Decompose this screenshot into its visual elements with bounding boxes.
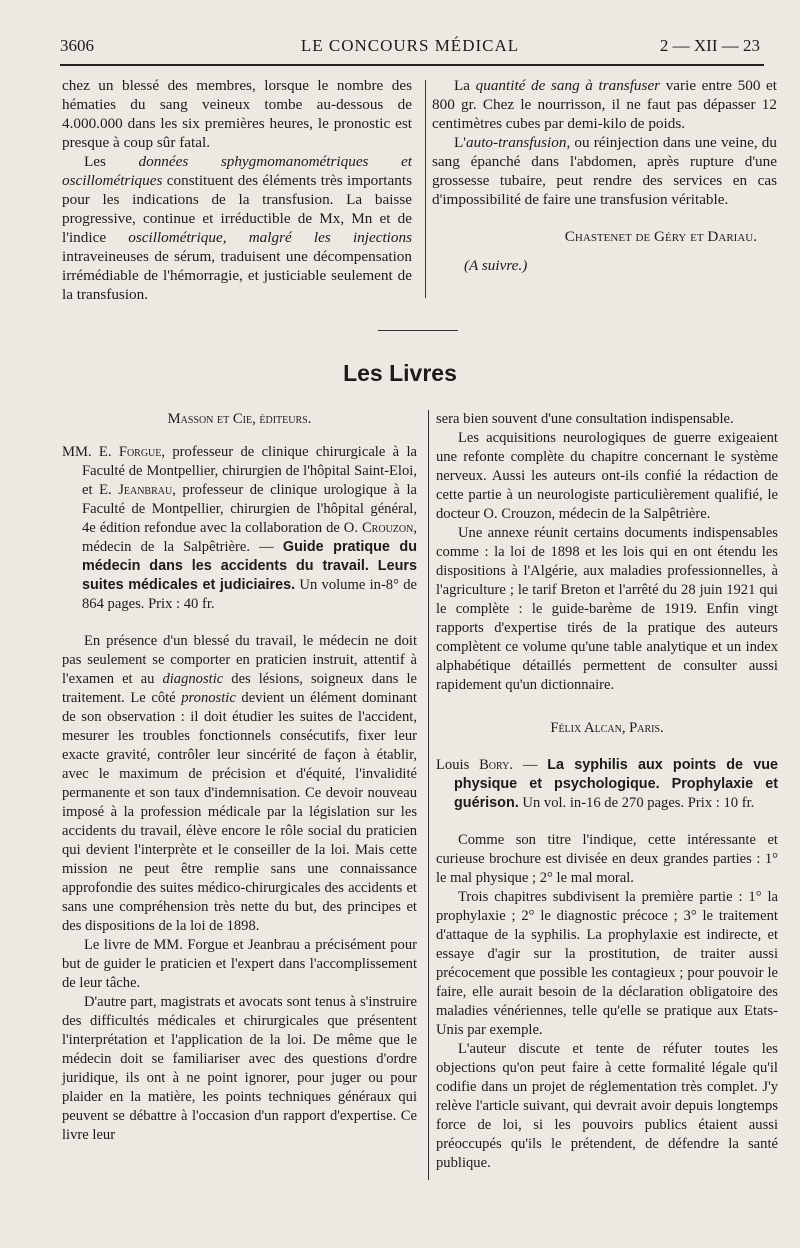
paragraph: En présence d'un blessé du travail, le médecin ne doit pas seulement se comporter en praticien instruit, attentif à l'examen et au diagnostic des lésions, soigneux dans le traitement. Le côté pronostic devient un élément dominant de son observation : il doit étudier les suites de l'accident, mesurer les troubles fonctionnels consécutifs, fixer leur exacte gravité, contrôler leur sincérité de façon à établir, avec le maximum de précision et d'équité, l'invalidité permanente et son taux d'indemnisation. Ce devoir nouveau imposé à la profession médicale par la législation sur les accidents du travail, élève encore le rôle social du praticien qui devient l'interprète et le conseiller de la loi. Mais cette mission ne peut être remplie sans une connaissance approfondie des suites médico-chirurgicales des accidents et sans une compréhension très nette du but, des principes et des dispositions de la loi de 1898.	[62, 633, 417, 934]
publisher-heading: Félix Alcan, Paris.	[550, 720, 664, 736]
page-header	[60, 36, 760, 60]
publisher-heading: Masson et Cie, éditeurs.	[167, 411, 312, 427]
books-left-column	[62, 410, 417, 1145]
paragraph: sera bien souvent d'une consultation indispensable.	[436, 411, 734, 427]
column-divider	[428, 410, 429, 1180]
paragraph: D'autre part, magistrats et avocats sont tenus à s'instruire des difficultés médicales et chirurgicales que présentent l'interprétation et l'application de la loi. De même que le médecin doit se familiariser avec des questions d'ordre juridique, ils ont à ne point ignorer, pour juger ou pour plaider en la matière, les points techniques généraux qui peuvent se débattre à l'occasion d'un rapport d'expertise. Ce livre leur	[62, 994, 417, 1143]
section-title: Les Livres	[343, 360, 457, 386]
paragraph: Comme son titre l'indique, cette intéressante et curieuse brochure est divisée en deux grandes parties : 1° le mal physique ; 2° le mal moral.	[436, 832, 778, 886]
signature: Chastenet de Géry et Dariau.	[564, 228, 757, 245]
column-divider	[425, 80, 426, 298]
header-rule	[60, 64, 764, 66]
paragraph: chez un blessé des membres, lorsque le nombre des hématies du sang veineux tombe au-dessous de 4.000.000 dans les six premières heures, le pronostic est presque à coup sûr fatal.	[62, 77, 412, 151]
paragraph: Une annexe réunit certains documents indispensables comme : la loi de 1898 et les lois qui en ont étendu les dispositions à l'Algérie, aux maladies professionnelles, à l'agriculture ; le tarif Breton et l'arrêté du 28 juin 1921 qui le complète : le guide-barème de 1919. Enfin vingt rapports d'expertise tirés de la pratique des auteurs complètent ce volume qu'une table analytique et un index alphabétique détaillés permettent de consulter aussi rapidement qu'un dictionnaire.	[436, 525, 778, 693]
to-be-continued: (A suivre.)	[464, 257, 528, 274]
books-right-column	[436, 410, 778, 1173]
paragraph: La quantité de sang à transfuser varie entre 500 et 800 gr. Chez le nourrisson, il ne faut pas dépasser 12 centimètres cubes par demi-kilo de poids.	[432, 77, 777, 132]
top-right-column	[432, 76, 777, 275]
book-reference: MM. E. Forgue, professeur de clinique chirurgicale à la Faculté de Montpellier, chirurgien de l'hôpital Saint-Eloi, et E. Jeanbrau, professeur de clinique urologique à la Faculté de Montpellier, chirurgien de l'hôpital général, 4e édition refondue avec la collaboration de O. Crouzon, médecin de la Salpêtrière. — Guide pratique du médecin dans les accidents du travail. Leurs suites médicales et judiciaires. Un volume in-8° de 864 pages. Prix : 40 fr.	[62, 444, 418, 612]
paragraph: L'auto-transfusion, ou réinjection dans une veine, du sang épanché dans l'abdomen, après rupture d'une grossesse tubaire, peut rendre des services en cas d'impossibilité de faire une transfusion véritable.	[432, 134, 777, 208]
top-left-column	[62, 76, 412, 304]
paragraph: Les acquisitions neurologiques de guerre exigeaient une refonte complète du chapitre concernant le système nerveux. Aussi les auteurs ont-ils confié la rédaction de cette partie à un neurologiste particulièrement qualifié, le docteur O. Crouzon, médecin de la Salpêtrière.	[436, 430, 778, 522]
page-number: 3606	[60, 36, 94, 55]
paragraph: Trois chapitres subdivisent la première partie : 1° la prophylaxie ; 2° le diagnostic précoce ; 3° le traitement d'attaque de la syphilis. La prophylaxie est indirecte, et essaye d'agir sur la prostitution, de traiter aussi précocement que possible les contagieux ; pour pouvoir le faire, elle aurait besoin de la déclaration obligatoire des maladies vénériennes, telle qu'elle se pratique aux Etats-Unis par exemple.	[436, 889, 778, 1038]
section-separator	[378, 330, 458, 331]
paragraph: Le livre de MM. Forgue et Jeanbrau a précisément pour but de guider le praticien et l'expert dans l'accomplissement de leur tâche.	[62, 937, 417, 991]
paragraph: L'auteur discute et tente de réfuter toutes les objections qu'on peut faire à cette formalité légale qu'il codifie dans un projet de réglementation très complet. J'y relève l'article suivant, qui devrait avoir depuis longtemps force de loi, si les pouvoirs publics étaient aussi préoccupés qu'ils le prétendent, de défendre la santé publique.	[436, 1041, 778, 1171]
journal-title: LE CONCOURS MÉDICAL	[300, 36, 520, 55]
book-reference: Louis Bory. — La syphilis aux points de vue physique et psychologique. Prophylaxie et guérison. Un vol. in-16 de 270 pages. Prix : 10 fr.	[436, 757, 778, 811]
paragraph: Les données sphygmomanométriques et oscillométriques constituent des éléments très importants pour les indications de la transfusion. La baisse progressive, continue et irréductible de Mx, Mn et de l'indice oscillométrique, malgré les injections intraveineuses de sérum, traduisent une décompensation irrémédiable de l'hémorragie, et justiciable seulement de la transfusion.	[62, 153, 412, 303]
issue-date: 2 — XII — 23	[659, 36, 760, 55]
